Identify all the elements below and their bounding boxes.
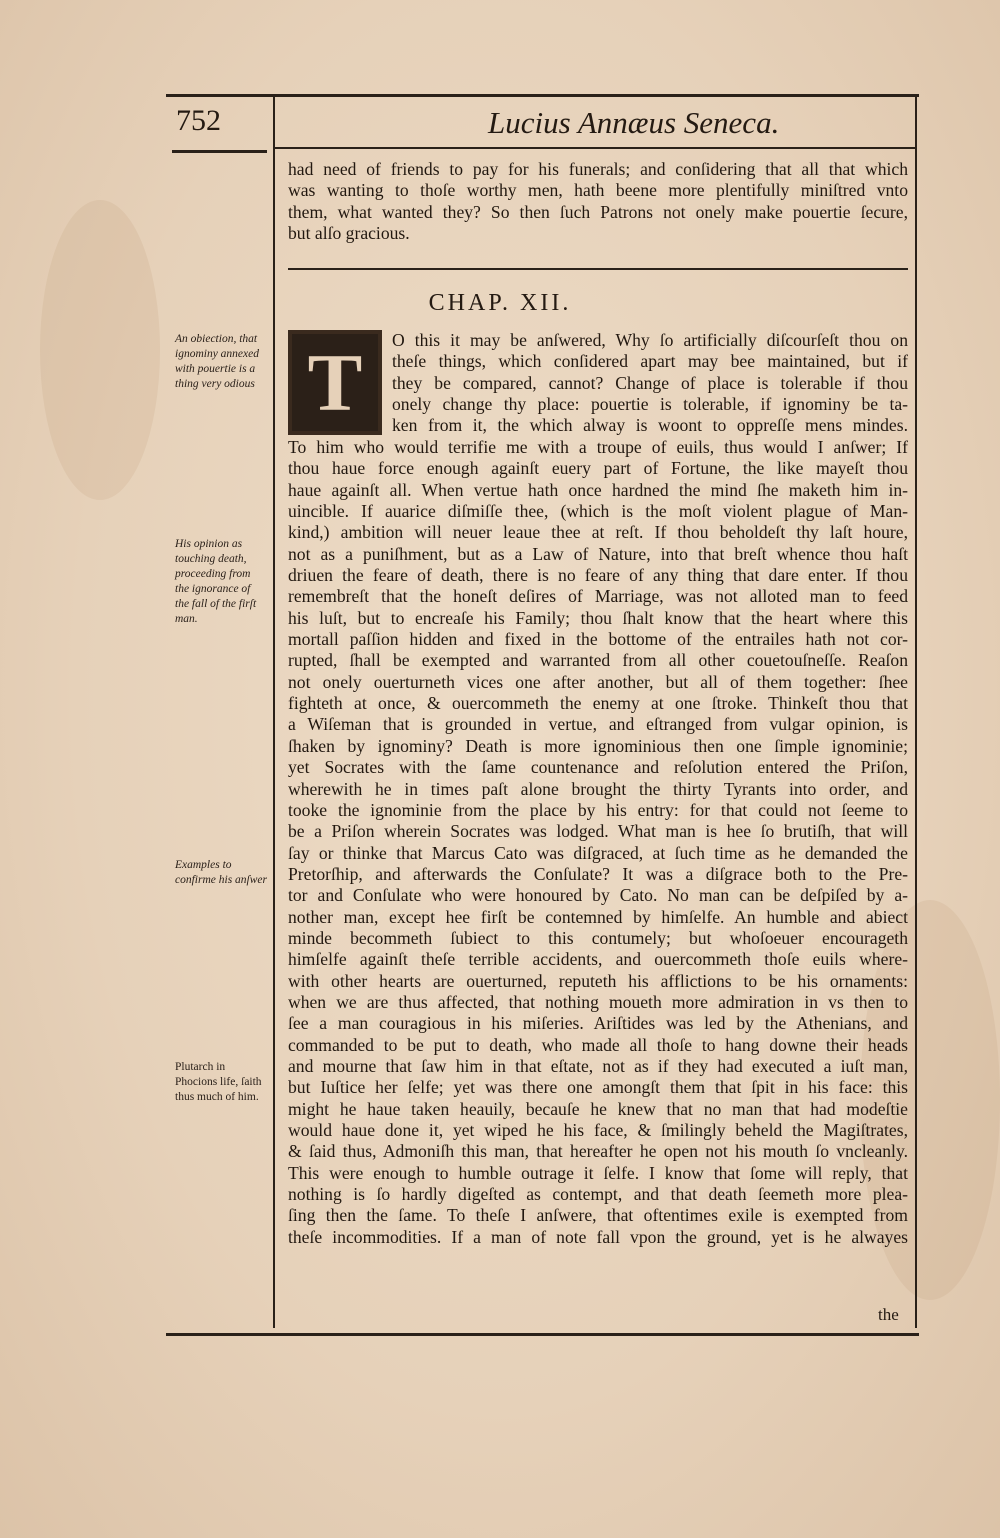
text-line: them, what wanted they? So then ſuch Patrons not onely make pouertie ſecure, [288, 201, 908, 222]
text-line: rupted, ſhall be exempted and warranted from all other couetouſneſſe. Reaſon [288, 650, 908, 671]
text-line: tor and Conſulate who were honoured by Cato. No man can be deſpiſed by a- [288, 885, 908, 906]
text-line: commanded to be put to death, who made all thoſe to hang downe their heads [288, 1034, 908, 1055]
dropcap-paragraph [392, 330, 908, 437]
text-line: haue againſt all. When vertue hath once hardned the mind ſhe maketh him in- [288, 479, 908, 500]
text-line: yet Socrates with the ſame countenance and reſolution entered the Priſon, [288, 757, 908, 778]
text-line: thou haue force enough againſt euery part of Fortune, the like mayeſt thou [288, 458, 908, 479]
text-line: ſay or thinke that Marcus Cato was diſgraced, at ſuch time as he demanded the [288, 842, 908, 863]
text-line: kind,) ambition will neuer leaue thee at reſt. If thou beholdeſt thy laſt houre, [288, 522, 908, 543]
text-line: and mourne that ſaw him in that eſtate, not as if they had executed a iuſt man, [288, 1055, 908, 1076]
margin-note: His opinion as touching death, proceeding from the ignorance of the fall of the firſt man. [175, 538, 257, 625]
text-line: would haue done it, yet wiped he his face, & ſmilingly beheld the Magiſtrates, [288, 1120, 908, 1140]
text-line: be a Priſon wherein Socrates was lodged. What man is hee ſo brutiſh, that will [288, 821, 908, 842]
text-line: but alſo gracious. [288, 223, 410, 244]
text-line: was wanting to thoſe worthy men, hath beene more plentifully miniſtred vnto [288, 180, 908, 201]
margin-column-rule [273, 96, 275, 1328]
page-number-rule [172, 150, 267, 153]
right-border-rule [915, 96, 917, 1328]
text-line: ſing then the ſame. To theſe I anſwere, that oftentimes exile is exempted from [288, 1205, 908, 1226]
text-line: O this it may be anſwered, Why ſo artificially diſcourſeſt thou on [392, 330, 908, 350]
text-line: uincible. If auarice diſmiſſe thee, (which is the moſt violent plague of Man- [288, 501, 908, 522]
text-line: they be compared, cannot? Change of place is tolerable if thou [392, 372, 908, 393]
body-paragraph [288, 437, 908, 1248]
text-line: fighteth at once, & ouercommeth the enemy at one ſtroke. Thinkeſt thou that [288, 693, 908, 714]
text-line: & ſaid thus, Admoniſh this man, that hereafter he open not his mouth ſo vncleanly. [288, 1141, 908, 1162]
margin-note: Plutarch in Phocions life, ſaith thus much of him. [175, 1061, 262, 1103]
text-line: had need of friends to pay for his funerals; and conſidering that all that which [288, 159, 908, 179]
decorated-drop-cap: T [288, 330, 382, 435]
text-line: not onely ouerturneth vices one after another, but all of them together: ſhee [288, 671, 908, 692]
text-line: nother man, except hee firſt be contemned by himſelfe. An humble and abiect [288, 906, 908, 927]
catchword: the [878, 1305, 899, 1324]
text-line: minde becommeth ſubiect to this contumely; but whoſoeuer encourageth [288, 927, 908, 948]
text-line: but Iuſtice her ſelfe; yet was there one amongſt them that ſpit in his face: this [288, 1077, 908, 1098]
text-line: himſelfe againſt theſe terrible accidents, and ouercommeth thoſe euils where- [288, 949, 908, 970]
text-line: a Wiſeman that is grounded in vertue, and eſtranged from vulgar opinion, is [288, 714, 908, 735]
text-line: This were enough to humble outrage it ſelfe. I know that ſome will reply, that [288, 1162, 908, 1183]
paper-stain [40, 200, 160, 500]
text-line: his luſt, but to encreaſe his Family; thou ſhalt know that the heart where this [288, 607, 908, 628]
text-line: ken from it, the which alway is woont to oppreſſe mens mindes. [392, 415, 908, 436]
margin-note: Examples to confirme his anſwer [175, 859, 267, 886]
intro-paragraph [288, 159, 908, 244]
text-line: when we are thus affected, that nothing moueth more admiration in vs then to [288, 991, 908, 1012]
text-line: theſe incommodities. If a man of note fall vpon the ground, yet is he alwayes [288, 1226, 908, 1247]
text-line: nothing is ſo hardly digeſted as contempt, and that death ſeemeth more plea- [288, 1184, 908, 1205]
text-line: not as a puniſhment, but as a Law of Nature, into that breſt whence thou haſt [288, 543, 908, 564]
chapter-title: CHAP. XII. [428, 290, 572, 316]
text-line: To him who would terrifie me with a troupe of euils, thus would I anſwer; If [288, 437, 908, 457]
text-line: driuen the feare of death, there is no feare of any thing that dare enter. If thou [288, 565, 908, 586]
running-head: Lucius Annæus Seneca. [488, 105, 780, 140]
text-line: ſee a man couragious in his miſeries. Ariſtides was led by the Athenians, and [288, 1013, 908, 1034]
text-line: tooke the ignominie from the place by his entry: for that could not ſeeme to [288, 799, 908, 820]
text-line: ſhaken by ignominy? Death is more ignominious then one ſimple ignominie; [288, 735, 908, 756]
page-number: 752 [176, 104, 221, 137]
text-line: wherewith he in times paſt alone brought the thirty Tyrants into order, and [288, 778, 908, 799]
section-rule [288, 268, 908, 270]
header-rule [275, 147, 917, 149]
margin-note: An obiection, that ignominy annexed with pouertie is a thing very odious [175, 333, 259, 390]
text-line: Pretorſhip, and afterwards the Conſulate? It was a diſgrace both to the Pre- [288, 863, 908, 884]
text-line: mortall paſſion hidden and fixed in the bottome of the entrailes hath not cor- [288, 629, 908, 650]
text-line: might he haue taken heauily, becauſe he knew that no man that had modeſtie [288, 1098, 908, 1119]
text-line: remembreſt that the honeſt deſires of Marriage, was not alloted man to feed [288, 586, 908, 607]
text-line: theſe things, which conſidered apart may bee maintained, but if [392, 351, 908, 372]
text-line: with other hearts are ouerturned, reputeth his afflictions to be his ornaments: [288, 970, 908, 991]
text-line: onely change thy place: pouertie is tolerable, if ignominy be ta- [392, 394, 908, 415]
